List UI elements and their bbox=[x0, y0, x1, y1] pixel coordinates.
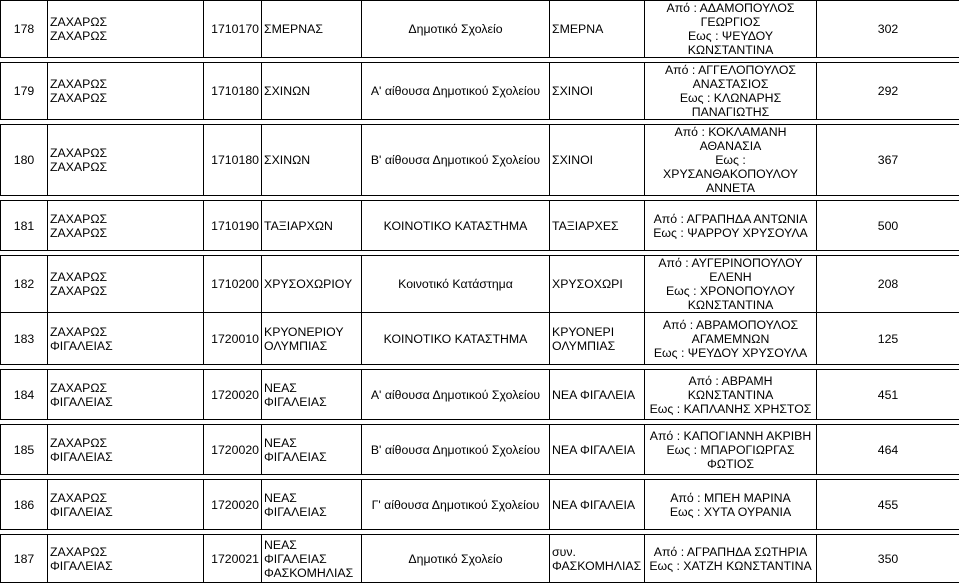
voter-count-cell: 208 bbox=[817, 256, 959, 313]
table-row bbox=[1, 63, 959, 120]
station-location-cell: Γ' αίθουσα Δημοτικού Σχολείου bbox=[362, 480, 550, 530]
voter-range-cell: Από : ΑΥΓΕΡΙΝΟΠΟΥΛΟΥ ΕΛΕΝΗ Εως : ΧΡΟΝΟΠΟΥΛΟΥ ΚΩΝΣΤΑΝΤΙΝΑ bbox=[645, 256, 817, 313]
station-location-cell: ΚΟΙΝΟΤΙΚΟ ΚΑΤΑΣΤΗΜΑ bbox=[362, 313, 550, 365]
table-row bbox=[1, 256, 959, 313]
voter-count-cell: 451 bbox=[817, 370, 959, 420]
table-row bbox=[1, 370, 959, 420]
table-body bbox=[1, 1, 959, 583]
station-code-cell: 1710190 bbox=[204, 201, 262, 251]
station-code-cell: 1720021 bbox=[204, 535, 262, 583]
municipality-cell: ΖΑΧΑΡΩΣ ΦΙΓΑΛΕΙΑΣ bbox=[48, 480, 204, 530]
station-location-cell: Κοινοτικό Κατάστημα bbox=[362, 256, 550, 313]
settlement-cell: ΧΡΥΣΟΧΩΡΙ bbox=[550, 256, 645, 313]
municipal-unit-cell: ΝΕΑΣ ΦΙΓΑΛΕΙΑΣ bbox=[262, 425, 362, 475]
table-row bbox=[1, 535, 959, 583]
voter-range-cell: Από : ΑΔΑΜΟΠΟΥΛΟΣ ΓΕΩΡΓΙΟΣ Εως : ΨΕΥΔΟΥ ΚΩΝΣΤΑΝΤΙΝΑ bbox=[645, 1, 817, 58]
station-location-cell: Δημοτικό Σχολείο bbox=[362, 535, 550, 583]
row-number-cell: 181 bbox=[1, 201, 48, 251]
station-code-cell: 1720020 bbox=[204, 425, 262, 475]
station-location-cell: Α' αίθουσα Δημοτικού Σχολείου bbox=[362, 370, 550, 420]
voter-range-cell: Από : ΑΓΡΑΠΗΔΑ ΣΩΤΗΡΙΑ Εως : ΧΑΤΖΗ ΚΩΝΣΤΑΝΤΙΝΑ bbox=[645, 535, 817, 583]
municipal-unit-cell: ΣΧΙΝΩΝ bbox=[262, 125, 362, 196]
voter-range-cell: Από : ΑΒΡΑΜΟΠΟΥΛΟΣ ΑΓΑΜΕΜΝΩΝ Εως : ΨΕΥΔΟΥ ΧΡΥΣΟΥΛΑ bbox=[645, 313, 817, 365]
station-code-cell: 1720020 bbox=[204, 480, 262, 530]
voter-count-cell: 367 bbox=[817, 125, 959, 196]
settlement-cell: ΣΧΙΝΟΙ bbox=[550, 63, 645, 120]
settlement-cell: ΤΑΞΙΑΡΧΕΣ bbox=[550, 201, 645, 251]
municipality-cell: ΖΑΧΑΡΩΣ ΖΑΧΑΡΩΣ bbox=[48, 125, 204, 196]
municipality-cell: ΖΑΧΑΡΩΣ ΖΑΧΑΡΩΣ bbox=[48, 1, 204, 58]
voter-count-cell: 455 bbox=[817, 480, 959, 530]
station-location-cell: Α' αίθουσα Δημοτικού Σχολείου bbox=[362, 63, 550, 120]
station-code-cell: 1710200 bbox=[204, 256, 262, 313]
row-number-cell: 184 bbox=[1, 370, 48, 420]
station-code-cell: 1720010 bbox=[204, 313, 262, 365]
voter-count-cell: 302 bbox=[817, 1, 959, 58]
table-row bbox=[1, 313, 959, 365]
voter-range-cell: Από : ΜΠΕΗ ΜΑΡΙΝΑ Εως : ΧΥΤΑ ΟΥΡΑΝΙΑ bbox=[645, 480, 817, 530]
station-location-cell: Β' αίθουσα Δημοτικού Σχολείου bbox=[362, 425, 550, 475]
table-row bbox=[1, 201, 959, 251]
municipal-unit-cell: ΤΑΞΙΑΡΧΩΝ bbox=[262, 201, 362, 251]
municipal-unit-cell: ΣΧΙΝΩΝ bbox=[262, 63, 362, 120]
municipality-cell: ΖΑΧΑΡΩΣ ΦΙΓΑΛΕΙΑΣ bbox=[48, 313, 204, 365]
station-code-cell: 1710180 bbox=[204, 63, 262, 120]
voter-count-cell: 292 bbox=[817, 63, 959, 120]
voter-range-cell: Από : ΑΓΡΑΠΗΔΑ ΑΝΤΩΝΙΑ Εως : ΨΑΡΡΟΥ ΧΡΥΣΟΥΛΑ bbox=[645, 201, 817, 251]
row-number-cell: 186 bbox=[1, 480, 48, 530]
row-number-cell: 179 bbox=[1, 63, 48, 120]
table-row bbox=[1, 125, 959, 196]
row-number-cell: 187 bbox=[1, 535, 48, 583]
settlement-cell: ΣΜΕΡΝΑ bbox=[550, 1, 645, 58]
municipal-unit-cell: ΧΡΥΣΟΧΩΡΙΟΥ bbox=[262, 256, 362, 313]
settlement-cell: ΝΕΑ ΦΙΓΑΛΕΙΑ bbox=[550, 480, 645, 530]
table-row bbox=[1, 480, 959, 530]
settlement-cell: ΚΡΥΟΝΕΡΙ ΟΛΥΜΠΙΑΣ bbox=[550, 313, 645, 365]
municipality-cell: ΖΑΧΑΡΩΣ ΖΑΧΑΡΩΣ bbox=[48, 63, 204, 120]
voter-range-cell: Από : ΚΟΚΛΑΜΑΝΗ ΑΘΑΝΑΣΙΑ Εως : ΧΡΥΣΑΝΘΑΚΟΠΟΥΛΟΥ ΑΝΝΕΤΑ bbox=[645, 125, 817, 196]
municipal-unit-cell: ΚΡΥΟΝΕΡΙΟΥ ΟΛΥΜΠΙΑΣ bbox=[262, 313, 362, 365]
voter-range-cell: Από : ΑΒΡΑΜΗ ΚΩΝΣΤΑΝΤΙΝΑ Εως : ΚΑΠΛΑΝΗΣ ΧΡΗΣΤΟΣ bbox=[645, 370, 817, 420]
settlement-cell: ΣΧΙΝΟΙ bbox=[550, 125, 645, 196]
row-number-cell: 182 bbox=[1, 256, 48, 313]
municipal-unit-cell: ΝΕΑΣ ΦΙΓΑΛΕΙΑΣ bbox=[262, 370, 362, 420]
voter-range-cell: Από : ΚΑΠΟΓΙΑΝΝΗ ΑΚΡΙΒΗ Εως : ΜΠΑΡΟΓΙΩΡΓΑΣ ΦΩΤΙΟΣ bbox=[645, 425, 817, 475]
station-location-cell: Β' αίθουσα Δημοτικού Σχολείου bbox=[362, 125, 550, 196]
station-code-cell: 1710180 bbox=[204, 125, 262, 196]
settlement-cell: συν. ΦΑΣΚΟΜΗΛΙΑΣ bbox=[550, 535, 645, 583]
voter-count-cell: 464 bbox=[817, 425, 959, 475]
municipal-unit-cell: ΣΜΕΡΝΑΣ bbox=[262, 1, 362, 58]
municipality-cell: ΖΑΧΑΡΩΣ ΦΙΓΑΛΕΙΑΣ bbox=[48, 425, 204, 475]
station-location-cell: Δημοτικό Σχολείο bbox=[362, 1, 550, 58]
row-number-cell: 183 bbox=[1, 313, 48, 365]
settlement-cell: ΝΕΑ ΦΙΓΑΛΕΙΑ bbox=[550, 425, 645, 475]
settlement-cell: ΝΕΑ ΦΙΓΑΛΕΙΑ bbox=[550, 370, 645, 420]
row-number-cell: 180 bbox=[1, 125, 48, 196]
row-number-cell: 185 bbox=[1, 425, 48, 475]
row-number-cell: 178 bbox=[1, 1, 48, 58]
municipality-cell: ΖΑΧΑΡΩΣ ΦΙΓΑΛΕΙΑΣ bbox=[48, 370, 204, 420]
station-code-cell: 1710170 bbox=[204, 1, 262, 58]
table-row bbox=[1, 425, 959, 475]
voter-count-cell: 350 bbox=[817, 535, 959, 583]
station-code-cell: 1720020 bbox=[204, 370, 262, 420]
municipal-unit-cell: ΝΕΑΣ ΦΙΓΑΛΕΙΑΣ ΦΑΣΚΟΜΗΛΙΑΣ bbox=[262, 535, 362, 583]
voter-count-cell: 125 bbox=[817, 313, 959, 365]
table-row bbox=[1, 1, 959, 58]
municipal-unit-cell: ΝΕΑΣ ΦΙΓΑΛΕΙΑΣ bbox=[262, 480, 362, 530]
municipality-cell: ΖΑΧΑΡΩΣ ΖΑΧΑΡΩΣ bbox=[48, 201, 204, 251]
station-location-cell: ΚΟΙΝΟΤΙΚΟ ΚΑΤΑΣΤΗΜΑ bbox=[362, 201, 550, 251]
municipality-cell: ΖΑΧΑΡΩΣ ΖΑΧΑΡΩΣ bbox=[48, 256, 204, 313]
voter-count-cell: 500 bbox=[817, 201, 959, 251]
voter-range-cell: Από : ΑΓΓΕΛΟΠΟΥΛΟΣ ΑΝΑΣΤΑΣΙΟΣ Εως : ΚΛΩΝΑΡΗΣ ΠΑΝΑΓΙΩΤΗΣ bbox=[645, 63, 817, 120]
municipality-cell: ΖΑΧΑΡΩΣ ΦΙΓΑΛΕΙΑΣ bbox=[48, 535, 204, 583]
